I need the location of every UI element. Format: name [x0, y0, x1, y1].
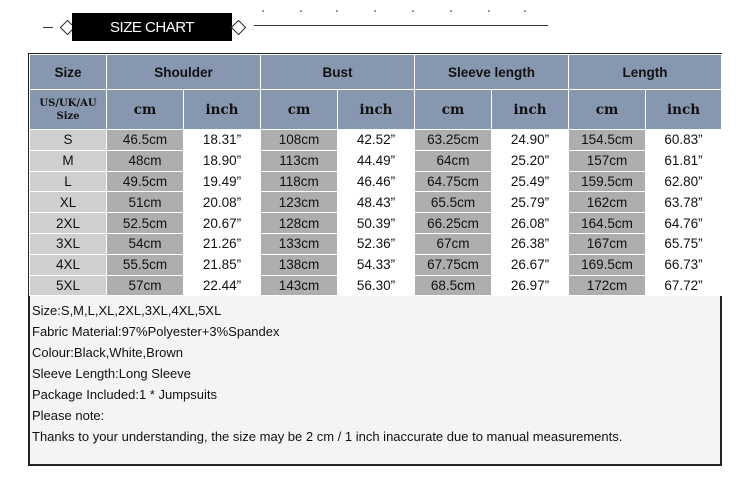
note-line: Colour:Black,White,Brown [32, 345, 183, 360]
length-cm-cell: 172cm [569, 275, 646, 296]
size-cell: 3XL [30, 233, 107, 254]
bust-cm-cell: 143cm [261, 275, 338, 296]
note-line: Sleeve Length:Long Sleeve [32, 366, 192, 381]
shoulder-cm-cell: 57cm [107, 275, 184, 296]
bust-inch-cell: 42.52” [338, 130, 415, 151]
header-dot [524, 10, 526, 12]
size-cell: L [30, 171, 107, 192]
length-inch-cell: 67.72” [646, 275, 722, 296]
header-rule [254, 25, 548, 26]
note-line: Thanks to your understanding, the size may be 2 cm / 1 inch inaccurate due to manual measurements. [32, 429, 623, 444]
region-size-header [30, 90, 107, 130]
unit-cm-header: cm [415, 90, 492, 130]
shoulder-cm-cell: 49.5cm [107, 171, 184, 192]
header-dot [262, 10, 264, 12]
sleeve-cm-cell: 67cm [415, 233, 492, 254]
bust-inch-cell: 46.46” [338, 171, 415, 192]
table-row [30, 213, 722, 234]
unit-cm-header: cm [261, 90, 338, 130]
shoulder-header: Shoulder [107, 55, 261, 90]
size-chart-title: SIZE CHART [72, 13, 232, 41]
shoulder-inch-cell: 19.49” [184, 171, 261, 192]
length-cm-cell: 164.5cm [569, 213, 646, 234]
bust-cm-cell: 123cm [261, 192, 338, 213]
length-cm-cell: 157cm [569, 150, 646, 171]
shoulder-inch-cell: 21.26” [184, 233, 261, 254]
length-inch-cell: 65.75” [646, 233, 722, 254]
length-inch-cell: 61.81” [646, 150, 722, 171]
bust-cm-cell: 118cm [261, 171, 338, 192]
sleeve-inch-cell: 26.38” [492, 233, 569, 254]
length-cm-cell: 159.5cm [569, 171, 646, 192]
size-table [29, 54, 722, 296]
table-row [30, 130, 722, 151]
unit-inch-header: inch [492, 90, 569, 130]
unit-inch-header: inch [646, 90, 722, 130]
length-cm-cell: 167cm [569, 233, 646, 254]
bust-cm-cell: 113cm [261, 150, 338, 171]
region-size-label: Size [56, 110, 80, 122]
sleeve-cm-cell: 68.5cm [415, 275, 492, 296]
sleeve-inch-cell: 24.90” [492, 130, 569, 151]
length-inch-cell: 66.73” [646, 254, 722, 275]
sleeve-cm-cell: 64cm [415, 150, 492, 171]
header-dot [450, 10, 452, 12]
note-line: Package Included:1 * Jumpsuits [32, 387, 217, 402]
unit-cm-header: cm [107, 90, 184, 130]
shoulder-inch-cell: 18.31” [184, 130, 261, 151]
bust-inch-cell: 44.49” [338, 150, 415, 171]
shoulder-cm-cell: 52.5cm [107, 213, 184, 234]
size-cell: 4XL [30, 254, 107, 275]
size-cell: XL [30, 192, 107, 213]
product-notes [32, 300, 718, 447]
header-dot [300, 10, 302, 12]
bust-inch-cell: 56.30” [338, 275, 415, 296]
sleeve-length-header: Sleeve length [415, 55, 569, 90]
shoulder-inch-cell: 20.08” [184, 192, 261, 213]
length-inch-cell: 63.78” [646, 192, 722, 213]
table-row [30, 150, 722, 171]
size-cell: M [30, 150, 107, 171]
bust-cm-cell: 138cm [261, 254, 338, 275]
note-line: Please note: [32, 408, 105, 423]
bust-header: Bust [261, 55, 415, 90]
shoulder-cm-cell: 51cm [107, 192, 184, 213]
sleeve-inch-cell: 26.67” [492, 254, 569, 275]
sleeve-cm-cell: 67.75cm [415, 254, 492, 275]
table-row [30, 275, 722, 296]
shoulder-inch-cell: 18.90” [184, 150, 261, 171]
unit-inch-header: inch [184, 90, 261, 130]
shoulder-inch-cell: 22.44” [184, 275, 261, 296]
bust-inch-cell: 50.39” [338, 213, 415, 234]
diamond-ornament-right [231, 20, 247, 36]
shoulder-cm-cell: 55.5cm [107, 254, 184, 275]
table-row [30, 171, 722, 192]
shoulder-cm-cell: 54cm [107, 233, 184, 254]
bust-cm-cell: 133cm [261, 233, 338, 254]
sleeve-cm-cell: 63.25cm [415, 130, 492, 151]
bust-cm-cell: 128cm [261, 213, 338, 234]
length-header: Length [569, 55, 722, 90]
table-unit-header-row [30, 90, 722, 130]
bust-inch-cell: 54.33” [338, 254, 415, 275]
sleeve-inch-cell: 25.79” [492, 192, 569, 213]
table-group-header-row [30, 55, 722, 90]
header-dot [374, 10, 376, 12]
header-dash [43, 27, 53, 28]
shoulder-inch-cell: 21.85” [184, 254, 261, 275]
shoulder-cm-cell: 48cm [107, 150, 184, 171]
unit-cm-header: cm [569, 90, 646, 130]
sleeve-inch-cell: 26.97” [492, 275, 569, 296]
header-dot [488, 10, 490, 12]
length-cm-cell: 162cm [569, 192, 646, 213]
note-line: Fabric Material:97%Polyester+3%Spandex [32, 324, 280, 339]
length-cm-cell: 169.5cm [569, 254, 646, 275]
unit-inch-header: inch [338, 90, 415, 130]
size-cell: S [30, 130, 107, 151]
sleeve-inch-cell: 25.20” [492, 150, 569, 171]
length-cm-cell: 154.5cm [569, 130, 646, 151]
table-row [30, 254, 722, 275]
shoulder-inch-cell: 20.67” [184, 213, 261, 234]
size-cell: 5XL [30, 275, 107, 296]
table-row [30, 192, 722, 213]
bust-cm-cell: 108cm [261, 130, 338, 151]
bust-inch-cell: 48.43” [338, 192, 415, 213]
size-cell: 2XL [30, 213, 107, 234]
sleeve-inch-cell: 25.49” [492, 171, 569, 192]
sleeve-cm-cell: 65.5cm [415, 192, 492, 213]
header-dot [412, 10, 414, 12]
region-size-label: US/UK/AU [39, 97, 97, 109]
header-dot [336, 10, 338, 12]
size-header: Size [30, 55, 107, 90]
length-inch-cell: 64.76” [646, 213, 722, 234]
table-row [30, 233, 722, 254]
bust-inch-cell: 52.36” [338, 233, 415, 254]
shoulder-cm-cell: 46.5cm [107, 130, 184, 151]
sleeve-inch-cell: 26.08” [492, 213, 569, 234]
note-line: Size:S,M,L,XL,2XL,3XL,4XL,5XL [32, 303, 222, 318]
length-inch-cell: 62.80” [646, 171, 722, 192]
length-inch-cell: 60.83” [646, 130, 722, 151]
sleeve-cm-cell: 66.25cm [415, 213, 492, 234]
sleeve-cm-cell: 64.75cm [415, 171, 492, 192]
